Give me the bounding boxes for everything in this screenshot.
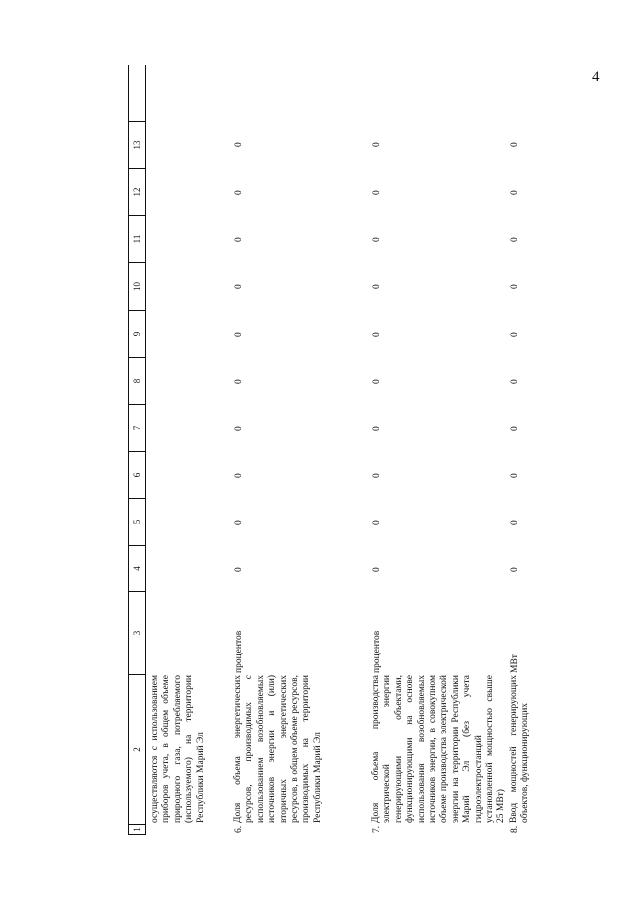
value-col-12: 0 — [372, 190, 382, 195]
column-header-9: 9 — [129, 311, 146, 358]
value-col-10: 0 — [510, 284, 520, 289]
column-header-12: 12 — [129, 169, 146, 216]
value-col-6: 0 — [510, 473, 520, 478]
value-col-7: 0 — [234, 426, 244, 431]
column-header-6: 6 — [129, 452, 146, 499]
value-col-8: 0 — [234, 379, 244, 384]
unit: процентов — [234, 630, 244, 673]
value-col-12: 0 — [510, 190, 520, 195]
data-table — [128, 65, 538, 835]
unit: процентов — [372, 630, 382, 673]
value-col-13: 0 — [234, 142, 244, 147]
value-col-9: 0 — [510, 332, 520, 337]
column-header-11: 11 — [129, 216, 146, 263]
value-col-6: 0 — [234, 473, 244, 478]
value-col-11: 0 — [510, 237, 520, 242]
column-header-4: 4 — [129, 546, 146, 592]
value-col-9: 0 — [372, 332, 382, 337]
value-col-5: 0 — [234, 520, 244, 525]
value-col-8: 0 — [510, 379, 520, 384]
value-col-4: 0 — [372, 567, 382, 572]
value-col-7: 0 — [510, 426, 520, 431]
row-number: 8. — [510, 825, 520, 833]
column-header-7: 7 — [129, 405, 146, 452]
row-number: 6. — [234, 825, 244, 833]
unit: МВт — [510, 654, 520, 673]
indicator-name: осуществляются с использованием приборов учета, в общем объеме природного газа, потребляемого (используемого) на территории Республики Марий Эл — [150, 675, 206, 823]
page-number: 4 — [592, 69, 600, 85]
value-col-10: 0 — [234, 284, 244, 289]
value-col-13: 0 — [372, 142, 382, 147]
value-col-8: 0 — [372, 379, 382, 384]
indicator-name: Доля объема энергетических ресурсов, производимых с использованием возобновляемых источников энергии и (или) вторичных энергетических ресурсов, в общем объеме ресурсов, производимых на территории Республики Марий Эл — [233, 675, 323, 823]
indicator-name: Доля объема производства электрической энергии генерирующими объектами, функционирующими на основе использования возобновляемых источников энергии, в совокупном объеме производства электрической энергии на территории Республики Марий Эл (без учета гидроэлектростанций установленной мощностью свыше 25 МВт) — [371, 675, 507, 823]
value-col-13: 0 — [510, 142, 520, 147]
column-header-8: 8 — [129, 358, 146, 405]
value-col-5: 0 — [510, 520, 520, 525]
row-number: 7. — [372, 825, 382, 833]
value-col-10: 0 — [372, 284, 382, 289]
value-col-4: 0 — [510, 567, 520, 572]
column-header-1: 1 — [129, 825, 146, 835]
value-col-9: 0 — [234, 332, 244, 337]
table-header-row — [128, 65, 146, 835]
column-header-5: 5 — [129, 499, 146, 546]
value-col-4: 0 — [234, 567, 244, 572]
column-header-13: 13 — [129, 121, 146, 169]
column-header-3: 3 — [129, 592, 146, 675]
value-col-5: 0 — [372, 520, 382, 525]
value-col-11: 0 — [234, 237, 244, 242]
value-col-12: 0 — [234, 190, 244, 195]
indicator-name: Ввод мощностей генерирующих объектов, функционирующих — [509, 675, 531, 823]
column-header-2: 2 — [129, 675, 146, 825]
column-header-10: 10 — [129, 263, 146, 311]
value-col-6: 0 — [372, 473, 382, 478]
value-col-7: 0 — [372, 426, 382, 431]
value-col-11: 0 — [372, 237, 382, 242]
